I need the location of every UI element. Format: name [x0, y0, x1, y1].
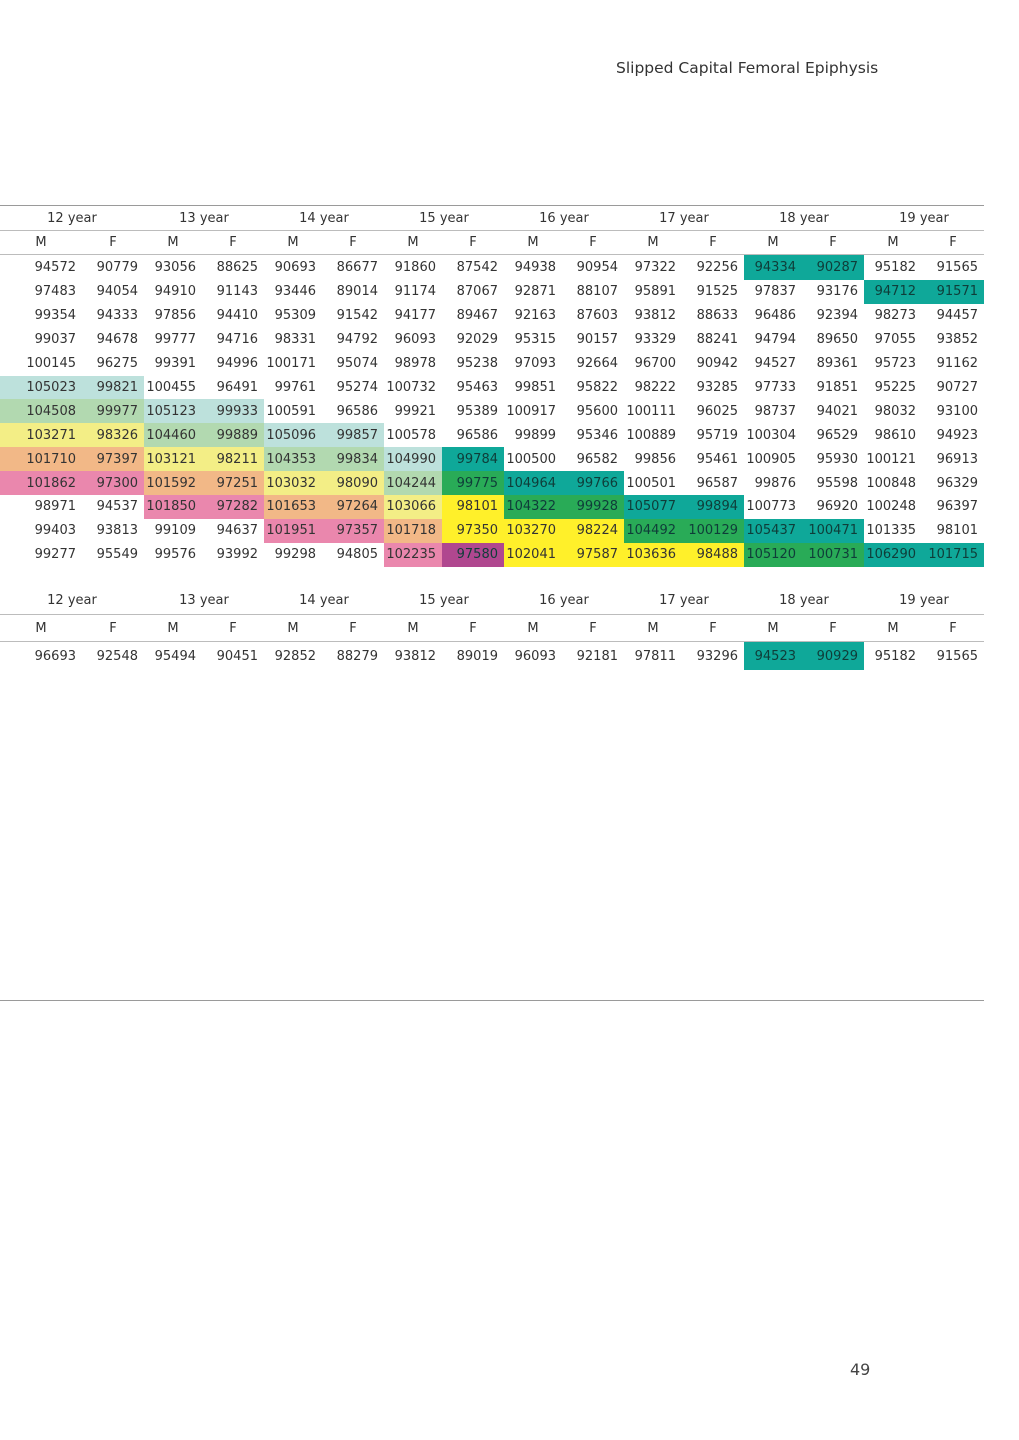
table-cell: 91571 [922, 280, 984, 304]
table-cell: 89019 [456, 648, 498, 664]
table-cell: 96491 [216, 380, 258, 395]
table-cell: 100248 [866, 499, 916, 515]
table-cell: 92181 [576, 648, 618, 664]
table-cell: 93176 [816, 284, 858, 300]
year-header: 16 year [504, 587, 624, 615]
table-row [0, 423, 984, 447]
year-header: 15 year [384, 206, 504, 231]
table-cell: 91174 [394, 284, 436, 300]
table-cell: 100121 [866, 451, 916, 467]
bottom-rule [0, 1000, 984, 1001]
table-cell: 92548 [96, 648, 138, 664]
table-cell: 104353 [264, 447, 322, 471]
table-cell: 94177 [394, 308, 436, 324]
year-header: 17 year [624, 587, 744, 615]
table-cell: 93056 [154, 260, 196, 275]
table-cell: 90942 [696, 356, 738, 372]
year-header: 18 year [744, 587, 864, 615]
sex-header: F [202, 231, 264, 255]
table-row [0, 280, 984, 304]
table-cell: 98090 [322, 471, 384, 495]
table-cell: 94334 [744, 255, 802, 281]
table-cell: 99821 [82, 376, 144, 400]
table-cell: 91851 [816, 380, 858, 395]
table-cell: 88633 [696, 308, 738, 324]
table-cell: 87603 [576, 308, 618, 324]
table-cell: 101862 [0, 471, 82, 495]
table-cell: 96920 [816, 499, 858, 515]
table-cell: 97580 [442, 543, 504, 567]
table-cell: 95346 [576, 427, 618, 443]
table-cell: 95600 [576, 403, 618, 419]
sex-header: M [384, 231, 442, 255]
table-cell: 98610 [874, 427, 916, 443]
table-cell: 88241 [696, 332, 738, 348]
table-cell: 99921 [394, 403, 436, 419]
table-cell: 92029 [456, 332, 498, 348]
table-cell: 105077 [624, 495, 682, 519]
table-cell: 104990 [384, 447, 442, 471]
table-cell: 96093 [394, 332, 436, 348]
table-cell: 95549 [96, 547, 138, 563]
table-cell: 95463 [456, 380, 498, 395]
table-cell: 96586 [456, 427, 498, 443]
table-cell: 98032 [874, 403, 916, 419]
table-cell: 94021 [816, 403, 858, 419]
year-header: 19 year [864, 206, 984, 231]
sex-header: M [624, 231, 682, 255]
table-cell: 100889 [626, 427, 676, 443]
table-cell: 94794 [754, 332, 796, 348]
year-header: 13 year [144, 587, 264, 615]
sex-header: F [682, 231, 744, 255]
sex-header-row [0, 231, 984, 255]
table-cell: 98211 [202, 447, 264, 471]
table-cell: 97357 [322, 519, 384, 543]
table-cell: 97856 [154, 308, 196, 324]
table-cell: 98101 [936, 523, 978, 539]
table-cell: 97264 [322, 495, 384, 519]
table-cell: 90954 [576, 260, 618, 275]
page-number: 49 [850, 1360, 871, 1379]
table-cell: 99277 [34, 547, 76, 563]
table-cell: 94923 [936, 427, 978, 443]
table-cell: 99777 [154, 332, 196, 348]
year-header: 12 year [0, 587, 144, 615]
table-cell: 102041 [504, 543, 562, 567]
year-header: 15 year [384, 587, 504, 615]
table-cell: 99894 [682, 495, 744, 519]
table-cell: 103032 [264, 471, 322, 495]
table-cell: 96529 [816, 427, 858, 443]
table-row [0, 543, 984, 567]
sex-header: F [682, 615, 744, 642]
sex-header: F [562, 231, 624, 255]
table-cell: 90727 [936, 380, 978, 395]
table-cell: 93100 [936, 403, 978, 419]
table-cell: 101715 [922, 543, 984, 567]
table-cell: 93285 [696, 380, 738, 395]
table-row [0, 471, 984, 495]
table-body [0, 255, 984, 567]
table-cell: 92256 [696, 260, 738, 275]
table-cell: 104492 [624, 519, 682, 543]
table-cell: 98224 [562, 519, 624, 543]
table-cell: 101335 [866, 523, 916, 539]
table-row [0, 399, 984, 423]
table-cell: 100500 [506, 451, 556, 467]
table-cell: 94333 [96, 308, 138, 324]
table-cell: 95461 [696, 451, 738, 467]
table-cell: 101850 [144, 495, 202, 519]
sex-header: M [0, 615, 82, 642]
main-data-table [0, 205, 984, 567]
table-cell: 97483 [34, 284, 76, 300]
year-header: 14 year [264, 206, 384, 231]
table-cell: 105096 [264, 423, 322, 447]
year-header: 19 year [864, 587, 984, 615]
table-cell: 101718 [384, 519, 442, 543]
table-cell: 94572 [34, 260, 76, 275]
sex-header: M [864, 615, 922, 642]
table-row [0, 376, 984, 400]
sex-header: M [744, 615, 802, 642]
year-header-row [0, 206, 984, 231]
table-row [0, 352, 984, 376]
table-cell: 104508 [0, 399, 82, 423]
sex-header: M [264, 615, 322, 642]
table-cell: 93813 [96, 523, 138, 539]
table-cell: 100591 [266, 403, 316, 419]
year-header: 16 year [504, 206, 624, 231]
table-cell: 96586 [336, 403, 378, 419]
table-cell: 100773 [746, 499, 796, 515]
table-cell: 96913 [936, 451, 978, 467]
table-cell: 95238 [456, 356, 498, 372]
table-cell: 95315 [514, 332, 556, 348]
table-cell: 97811 [634, 648, 676, 664]
sex-header: F [562, 615, 624, 642]
table-cell: 101951 [264, 519, 322, 543]
table-cell: 96486 [754, 308, 796, 324]
table-cell: 88625 [216, 260, 258, 275]
table-cell: 99851 [514, 380, 556, 395]
table-cell: 105023 [0, 376, 82, 400]
table-cell: 99857 [322, 423, 384, 447]
table-cell: 94410 [216, 308, 258, 324]
table-cell: 104964 [504, 471, 562, 495]
table-cell: 97055 [874, 332, 916, 348]
table-cell: 97587 [562, 543, 624, 567]
running-header-title: Slipped Capital Femoral Epiphysis [616, 59, 879, 77]
table-cell: 99354 [34, 308, 76, 324]
sex-header: F [322, 615, 384, 642]
table-cell: 90287 [802, 255, 864, 281]
table-cell: 91860 [394, 260, 436, 275]
table-cell: 103270 [504, 519, 562, 543]
table-cell: 94938 [514, 260, 556, 275]
table-cell: 103066 [384, 495, 442, 519]
table-cell: 99037 [34, 332, 76, 348]
table-body [0, 642, 984, 671]
table-cell: 98971 [34, 499, 76, 515]
table-cell: 97733 [754, 380, 796, 395]
sex-header: F [442, 231, 504, 255]
table-cell: 97837 [754, 284, 796, 300]
sex-header: M [504, 231, 562, 255]
table-cell: 94637 [216, 523, 258, 539]
table-cell: 90929 [802, 642, 864, 671]
sex-header: M [144, 231, 202, 255]
table-cell: 99933 [202, 399, 264, 423]
table-cell: 97397 [82, 447, 144, 471]
table-cell: 100171 [266, 356, 316, 372]
table-row [0, 255, 984, 281]
table-cell: 99298 [274, 547, 316, 563]
year-header: 17 year [624, 206, 744, 231]
table-cell: 94537 [96, 499, 138, 515]
table-cell: 88279 [336, 648, 378, 664]
table-cell: 94527 [754, 356, 796, 372]
table-cell: 99834 [322, 447, 384, 471]
table-cell: 90451 [216, 648, 258, 664]
table-cell: 100848 [866, 475, 916, 491]
sex-header: F [82, 615, 144, 642]
table-cell: 98101 [442, 495, 504, 519]
table-cell: 99876 [754, 475, 796, 491]
table-cell: 102235 [384, 543, 442, 567]
table-cell: 99977 [82, 399, 144, 423]
sex-header: M [864, 231, 922, 255]
table-cell: 104460 [144, 423, 202, 447]
table-cell: 95309 [274, 308, 316, 324]
table-cell: 88107 [576, 284, 618, 300]
table-cell: 99576 [154, 547, 196, 563]
table-cell: 94523 [744, 642, 802, 671]
sex-header: M [504, 615, 562, 642]
table-cell: 94712 [864, 280, 922, 304]
sex-header: M [264, 231, 322, 255]
table-cell: 90779 [96, 260, 138, 275]
table-cell: 105437 [744, 519, 802, 543]
table-cell: 100905 [746, 451, 796, 467]
table-row [0, 519, 984, 543]
table-cell: 98273 [874, 308, 916, 324]
table-cell: 91542 [336, 308, 378, 324]
year-header-row [0, 587, 984, 615]
table-cell: 93446 [274, 284, 316, 300]
table-cell: 96025 [696, 403, 738, 419]
year-header: 13 year [144, 206, 264, 231]
table-cell: 99403 [34, 523, 76, 539]
table-cell: 104244 [384, 471, 442, 495]
sex-header: F [802, 615, 864, 642]
sex-header: F [922, 231, 984, 255]
table-cell: 89014 [336, 284, 378, 300]
table-cell: 101592 [144, 471, 202, 495]
table-cell: 95723 [874, 356, 916, 372]
table-cell: 100145 [26, 356, 76, 372]
sex-header: M [744, 231, 802, 255]
table-cell: 97093 [514, 356, 556, 372]
table-cell: 91565 [936, 260, 978, 275]
table-cell: 87542 [456, 260, 498, 275]
table-cell: 91143 [216, 284, 258, 300]
table-cell: 97251 [202, 471, 264, 495]
table-cell: 97282 [202, 495, 264, 519]
table-cell: 95389 [456, 403, 498, 419]
table-cell: 104322 [504, 495, 562, 519]
table-cell: 100111 [626, 403, 676, 419]
table-row [0, 328, 984, 352]
table-cell: 95598 [816, 475, 858, 491]
table-cell: 93329 [634, 332, 676, 348]
sex-header: M [144, 615, 202, 642]
table-cell: 94910 [154, 284, 196, 300]
table-cell: 95074 [336, 356, 378, 372]
table-cell: 94792 [336, 332, 378, 348]
table-cell: 100501 [626, 475, 676, 491]
sex-header: F [442, 615, 504, 642]
table-cell: 89361 [816, 356, 858, 372]
table-cell: 101653 [264, 495, 322, 519]
table-cell: 93296 [696, 648, 738, 664]
table-cell: 95182 [874, 648, 916, 664]
table-cell: 93852 [936, 332, 978, 348]
table-cell: 95182 [874, 260, 916, 275]
sex-header: F [82, 231, 144, 255]
table-cell: 92394 [816, 308, 858, 324]
table-cell: 100917 [506, 403, 556, 419]
table-cell: 99889 [202, 423, 264, 447]
table-cell: 96397 [936, 499, 978, 515]
table-cell: 100578 [386, 427, 436, 443]
table-cell: 106290 [864, 543, 922, 567]
table-cell: 90157 [576, 332, 618, 348]
table-cell: 99766 [562, 471, 624, 495]
table-cell: 103636 [624, 543, 682, 567]
table-cell: 95930 [816, 451, 858, 467]
sex-header: F [922, 615, 984, 642]
table-cell: 94716 [216, 332, 258, 348]
table-cell: 95719 [696, 427, 738, 443]
table-cell: 98331 [274, 332, 316, 348]
table-cell: 96275 [96, 356, 138, 372]
table-cell: 93812 [634, 308, 676, 324]
table-cell: 95225 [874, 380, 916, 395]
sex-header: M [624, 615, 682, 642]
sex-header: F [322, 231, 384, 255]
table-cell: 99775 [442, 471, 504, 495]
table-cell: 90693 [274, 260, 316, 275]
sex-header: F [802, 231, 864, 255]
table-cell: 89650 [816, 332, 858, 348]
table-cell: 89467 [456, 308, 498, 324]
table-cell: 99109 [154, 523, 196, 539]
table-cell: 92852 [274, 648, 316, 664]
table-row [0, 447, 984, 471]
table-cell: 96700 [634, 356, 676, 372]
table-cell: 94805 [336, 547, 378, 563]
table-cell: 93812 [394, 648, 436, 664]
table-cell: 91525 [696, 284, 738, 300]
table-cell: 98488 [682, 543, 744, 567]
table-cell: 99391 [154, 356, 196, 372]
table-cell: 96093 [514, 648, 556, 664]
table-cell: 100455 [146, 380, 196, 395]
table-cell: 101710 [0, 447, 82, 471]
table-cell: 97350 [442, 519, 504, 543]
table-cell: 91565 [936, 648, 978, 664]
table-cell: 92871 [514, 284, 556, 300]
table-cell: 96329 [936, 475, 978, 491]
table-cell: 100731 [802, 543, 864, 567]
table-cell: 93992 [216, 547, 258, 563]
year-header: 12 year [0, 206, 144, 231]
table-cell: 99899 [514, 427, 556, 443]
table-cell: 98222 [634, 380, 676, 395]
table-cell: 94996 [216, 356, 258, 372]
table-cell: 99761 [274, 380, 316, 395]
table-cell: 96587 [696, 475, 738, 491]
table-cell: 87067 [456, 284, 498, 300]
table-cell: 103121 [144, 447, 202, 471]
table-cell: 99928 [562, 495, 624, 519]
table-cell: 92163 [514, 308, 556, 324]
table-cell: 96582 [576, 451, 618, 467]
average-data-table [0, 587, 984, 670]
table-row [0, 495, 984, 519]
table-cell: 92664 [576, 356, 618, 372]
sex-header-row [0, 615, 984, 642]
table-cell: 105123 [144, 399, 202, 423]
table-cell: 95494 [154, 648, 196, 664]
table-cell: 95822 [576, 380, 618, 395]
sex-header: M [384, 615, 442, 642]
table-cell: 86677 [336, 260, 378, 275]
table-cell: 91162 [936, 356, 978, 372]
table-cell: 97322 [634, 260, 676, 275]
table-cell: 100129 [682, 519, 744, 543]
sex-header: F [202, 615, 264, 642]
table-cell: 94457 [936, 308, 978, 324]
table-cell: 95274 [336, 380, 378, 395]
table-cell: 98978 [394, 356, 436, 372]
year-header: 18 year [744, 206, 864, 231]
table-cell: 99856 [634, 451, 676, 467]
table-cell: 100732 [386, 380, 436, 395]
table-row [0, 642, 984, 671]
sex-header: M [0, 231, 82, 255]
table-cell: 103271 [0, 423, 82, 447]
table-cell: 94678 [96, 332, 138, 348]
table-cell: 99784 [442, 447, 504, 471]
table-cell: 98737 [754, 403, 796, 419]
table-cell: 97300 [82, 471, 144, 495]
table-cell: 105120 [744, 543, 802, 567]
year-header: 14 year [264, 587, 384, 615]
table-cell: 100304 [746, 427, 796, 443]
table-cell: 95891 [634, 284, 676, 300]
table-cell: 98326 [82, 423, 144, 447]
table-cell: 94054 [96, 284, 138, 300]
table-cell: 96693 [34, 648, 76, 664]
table-cell: 100471 [802, 519, 864, 543]
table-row [0, 304, 984, 328]
